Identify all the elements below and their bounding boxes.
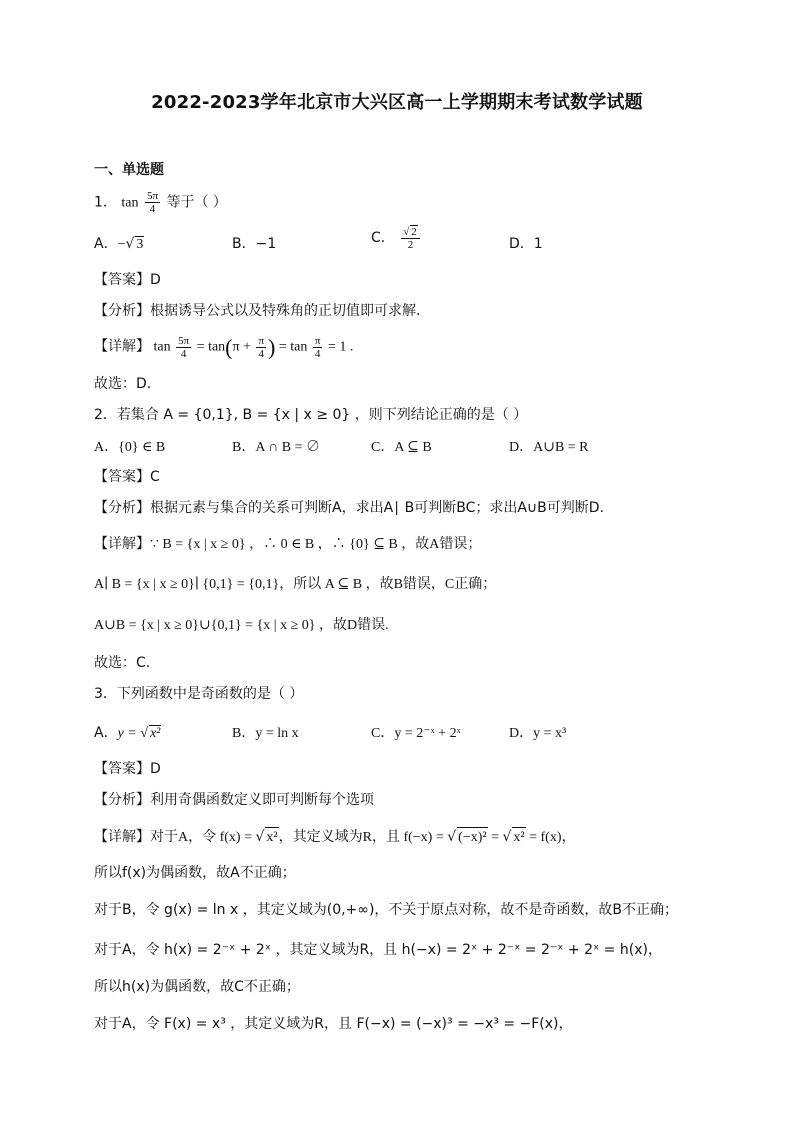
fraction-denominator: 4 [258, 348, 264, 360]
answer-tag: 【答案】 [94, 761, 150, 777]
fraction-numerator [401, 225, 420, 239]
q1-option-d: D．1 [509, 236, 543, 252]
sqrt-icon: √ [447, 829, 457, 845]
fraction [256, 335, 266, 360]
q1-analysis [94, 301, 754, 321]
fraction-denominator: 2 [407, 239, 414, 251]
answer-tag: 【答案】 [94, 272, 150, 288]
analysis-text: 利用奇偶函数定义即可判断每个选项 [150, 792, 374, 808]
math-text: − [117, 237, 126, 252]
math-text: tan [153, 339, 171, 355]
analysis-tag: 【分析】 [94, 500, 150, 516]
analysis-text: 根据诱导公式以及特殊角的正切值即可求解. [150, 303, 421, 319]
q2-analysis [94, 498, 754, 518]
question-text: 等于（ ） [166, 194, 227, 211]
radicand: 2 [411, 226, 417, 238]
q3-option-c: C．y = 2⁻ˣ + 2ˣ [371, 726, 461, 741]
fraction-numerator: π [314, 335, 321, 347]
paren-icon: ) [268, 334, 276, 360]
q1-answer [94, 270, 754, 290]
answer-value: C [150, 469, 160, 485]
math-text: π + [232, 339, 251, 355]
q1-option-c [371, 225, 422, 251]
math-text: tan [121, 195, 139, 211]
q2-option-a: A．{0} ∈ B [94, 440, 166, 455]
q2-detail-3: A∪B = {x | x ≥ 0}∪{0,1} = {x | x ≥ 0} ，故D错误. [94, 618, 389, 633]
detail-tag: 【详解】 [94, 338, 150, 355]
detail-text: = [487, 830, 503, 845]
sqrt-icon: √ [403, 226, 410, 238]
analysis-tag: 【分析】 [94, 303, 150, 319]
section-heading: 一、单选题 [94, 162, 164, 178]
q1-conclusion: 故选：D. [94, 376, 152, 392]
sqrt-icon: √ [502, 829, 512, 845]
q3-option-a [94, 722, 161, 742]
fraction [401, 225, 420, 251]
q2-detail-2: A∣ B = {x | x ≥ 0}∣ {0,1} = {0,1}，所以 A ⊆ B ，故B错误，C正确； [94, 577, 497, 592]
q3-detail-6: 对于A，令 F(x) = x³ ，其定义域为R，且 F(−x) = (−x)³ = −x³ = −F(x)， [94, 1016, 573, 1032]
radicand: x² [149, 726, 161, 741]
detail-tag: 【详解】 [94, 536, 150, 552]
q2-option-b: B．A ∩ B = ∅ [232, 440, 321, 455]
radicand: 3 [136, 237, 144, 252]
q3-analysis [94, 790, 754, 810]
q3-detail-4: 对于A，令 h(x) = 2⁻ˣ + 2ˣ ，其定义域为R，且 h(−x) = 2ˣ + 2⁻ˣ = 2⁻ˣ + 2ˣ = h(x)， [94, 942, 662, 958]
math-text: = tan [196, 339, 226, 355]
analysis-tag: 【分析】 [94, 792, 150, 808]
detail-tag: 【详解】 [94, 829, 150, 845]
answer-value: D [150, 272, 161, 288]
option-label: A． [94, 725, 118, 741]
q2-option-d: D．A∪B = R [509, 440, 589, 455]
q3-detail-3: 对于B，令 g(x) = ln x ，其定义域为(0,+∞)，不关于原点对称，故不是奇函数，故B不正确； [94, 902, 679, 918]
q2-answer [94, 467, 754, 487]
fraction [145, 190, 160, 215]
q1-detail [94, 335, 754, 360]
radicand: x² [512, 827, 525, 848]
question-1-stem [94, 190, 754, 215]
q3-detail-2: 所以f(x)为偶函数，故A不正确； [94, 865, 296, 881]
detail-text: ，其定义域为R，且 f(−x) = [278, 830, 448, 845]
option-label: A． [94, 236, 118, 252]
fraction [176, 335, 191, 360]
detail-text: 对于A，令 f(x) = [150, 830, 256, 845]
fraction-denominator: 4 [314, 348, 321, 360]
sqrt-icon: √ [125, 236, 135, 252]
fraction-denominator: 4 [180, 348, 187, 360]
sqrt-icon: √ [255, 829, 265, 845]
q1-option-b: B．−1 [232, 236, 277, 252]
radicand: x² [265, 827, 278, 848]
option-label: C． [371, 230, 395, 246]
paren-icon: ( [225, 334, 233, 360]
page-title: 2022-2023学年北京市大兴区高一上学期期末考试数学试题 [151, 92, 643, 113]
math-text: y = [117, 726, 141, 741]
q3-answer [94, 759, 754, 779]
q2-option-c: C．A ⊆ B [371, 440, 432, 455]
answer-tag: 【答案】 [94, 469, 150, 485]
math-text: = tan [278, 339, 308, 355]
fraction-denominator: 4 [149, 203, 156, 215]
radicand: (−x)² [457, 827, 487, 848]
fraction-numerator: 5π [178, 335, 190, 347]
sqrt-icon: √ [140, 726, 148, 741]
question-3-stem: 3．下列函数中是奇函数的是（ ） [94, 686, 304, 702]
detail-text: = f(x)， [525, 830, 576, 845]
q1-option-a [94, 233, 144, 253]
q3-detail-5: 所以h(x)为偶函数，故C不正确； [94, 979, 300, 995]
detail-text: ∵ B = {x | x ≥ 0} ，∴ 0 ∈ B ，∴ {0} ⊆ B ，故A错误； [150, 537, 482, 552]
answer-value: D [150, 761, 161, 777]
q3-option-b: B．y = ln x [232, 726, 299, 741]
fraction [313, 335, 323, 360]
math-text: = 1 . [327, 339, 354, 355]
fraction-numerator: 5π [146, 190, 158, 202]
question-number: 1． [94, 194, 117, 211]
analysis-text: 根据元素与集合的关系可判断A，求出A∣ B可判断BC；求出A∪B可判断D. [150, 500, 605, 516]
fraction-numerator: π [258, 335, 265, 347]
question-2-stem: 2．若集合 A = {0,1}, B = {x | x ≥ 0} ，则下列结论正确的是（ ） [94, 407, 528, 423]
q2-conclusion: 故选：C. [94, 655, 151, 671]
q3-option-d: D．y = x³ [509, 726, 567, 741]
q3-detail-1 [94, 827, 754, 848]
q2-detail-1 [94, 534, 754, 555]
